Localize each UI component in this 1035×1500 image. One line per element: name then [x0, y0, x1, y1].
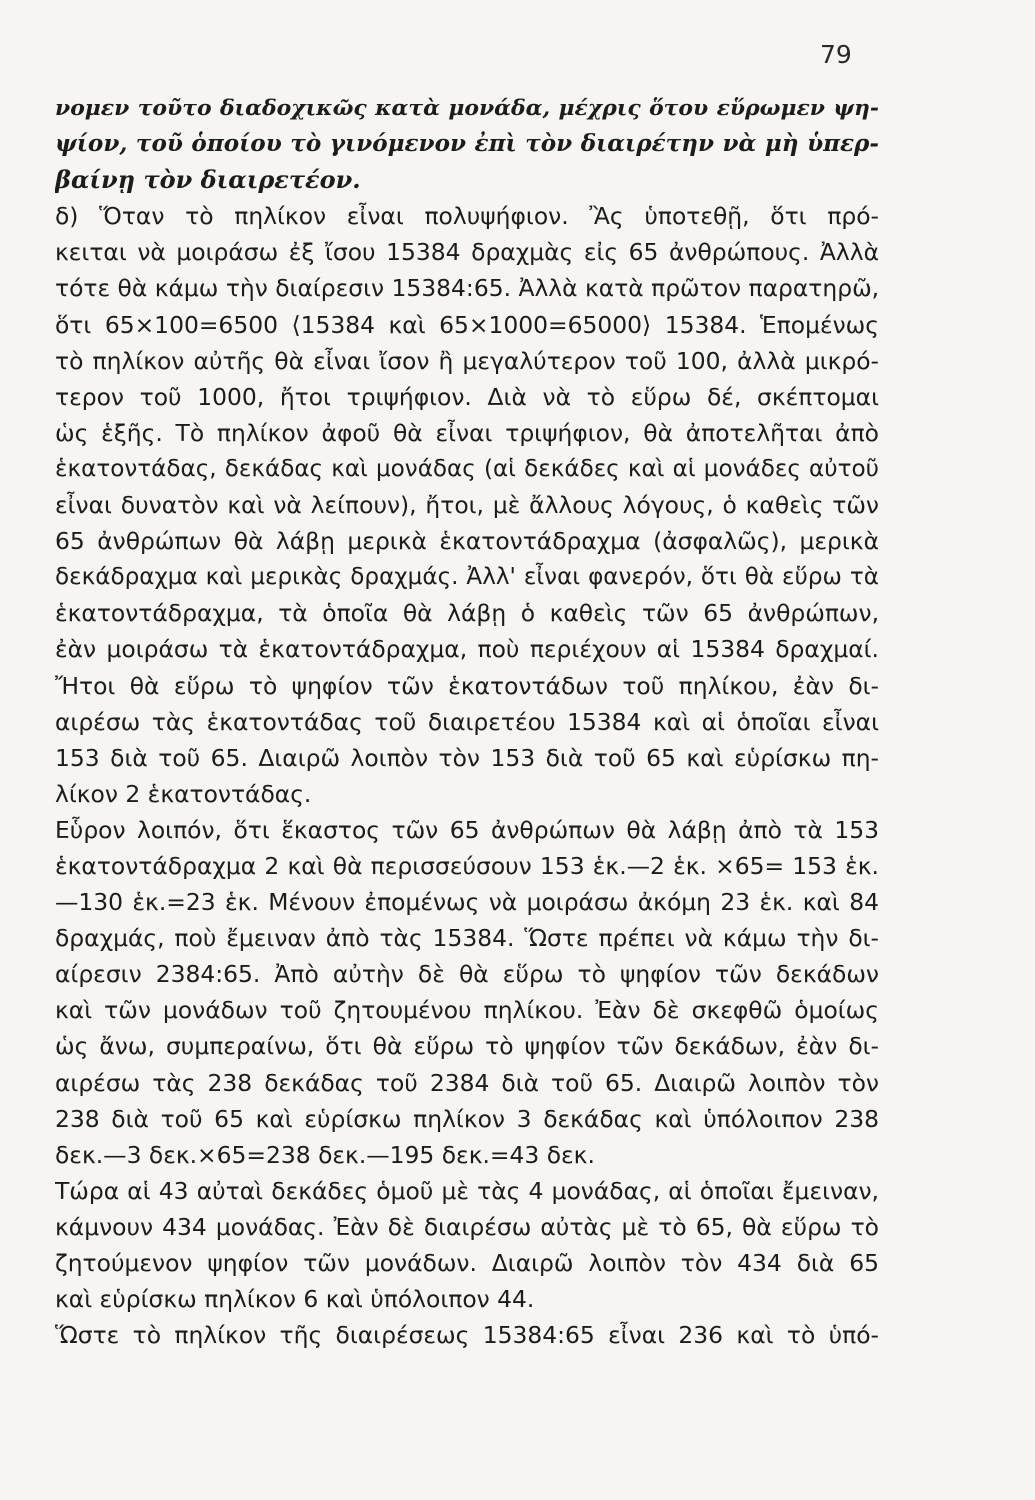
- text-line: ζητούμενον ψηφίον τῶν μονάδων. Διαιρῶ λοιπὸν τὸν 434 διὰ 65: [55, 1249, 879, 1277]
- text-line: Τώρα αἱ 43 αὐταὶ δεκάδες ὁμοῦ μὲ τὰς 4 μονάδας, αἱ ὁποῖαι ἔμειναν,: [55, 1176, 879, 1205]
- text-line: καὶ εὑρίσκω πηλίκον 6 καὶ ὑπόλοιπον 44.: [55, 1285, 535, 1314]
- text-line: αιρέσω τὰς 238 δεκάδας τοῦ 2384 διὰ τοῦ 65. Διαιρῶ λοιπὸν τὸν: [55, 1068, 879, 1097]
- text-line: ἑκατοντάδας, δεκάδας καὶ μονάδας (αἱ δεκάδες καὶ αἱ μονάδες αὐτοῦ: [55, 455, 879, 482]
- text-line: τερον τοῦ 1000, ἤτοι τριψήφιον. Διὰ νὰ τὸ εὕρω δέ, σκέπτομαι: [55, 382, 879, 411]
- text-line: κάμνουν 434 μονάδας. Ἐὰν δὲ διαιρέσω αὐτὰς μὲ τὸ 65, θὰ εὕρω τὸ: [55, 1212, 879, 1241]
- page-number: 79: [820, 40, 852, 69]
- text-line: δεκ.—3 δεκ.×65=238 δεκ.—195 δεκ.=43 δεκ.: [55, 1140, 595, 1169]
- text-line: ψίον, τοῦ ὁποίου τὸ γινόμενον ἐπὶ τὸν διαιρέτην νὰ μὴ ὑπερ-: [55, 130, 879, 158]
- text-line: αίρεσιν 2384:65. Ἀπὸ αὐτὴν δὲ θὰ εὕρω τὸ ψηφίον τῶν δεκάδων: [55, 960, 879, 989]
- text-line: καὶ τῶν μονάδων τοῦ ζητουμένου πηλίκου. Ἐὰν δὲ σκεφθῶ ὁμοίως: [55, 996, 879, 1025]
- text-body: [55, 90, 879, 1353]
- text-line: 238 διὰ τοῦ 65 καὶ εὑρίσκω πηλίκον 3 δεκάδας καὶ ὑπόλοιπον 238: [55, 1104, 879, 1133]
- text-line: 153 διὰ τοῦ 65. Διαιρῶ λοιπὸν τὸν 153 διὰ τοῦ 65 καὶ εὑρίσκω πη-: [55, 743, 879, 772]
- text-line: λίκον 2 ἑκατοντάδας.: [55, 779, 312, 808]
- text-line: ἐὰν μοιράσω τὰ ἑκατοντάδραχμα, ποὺ περιέχουν αἱ 15384 δραχμαί.: [55, 635, 879, 664]
- text-line: τότε θὰ κάμω τὴν διαίρεσιν 15384:65. Ἀλλὰ κατὰ πρῶτον παρατηρῶ,: [55, 274, 879, 303]
- text-line: ἑκατοντάδραχμα 2 καὶ θὰ περισσεύσουν 153 ἑκ.—2 ἑκ. ×65= 153 ἑκ.: [55, 851, 879, 880]
- text-line: Ὥστε τὸ πηλίκον τῆς διαιρέσεως 15384:65 εἶναι 236 καὶ τὸ ὑπό-: [55, 1321, 879, 1350]
- text-line: Εὗρον λοιπόν, ὅτι ἕκαστος τῶν 65 ἀνθρώπων θὰ λάβῃ ἀπὸ τὰ 153: [55, 815, 879, 844]
- text-line: τὸ πηλίκον αὐτῆς θὰ εἶναι ἴσον ἢ μεγαλύτερον τοῦ 100, ἀλλὰ μικρό-: [55, 346, 879, 375]
- text-line: ὡς ἑξῆς. Τὸ πηλίκον ἀφοῦ θὰ εἶναι τριψήφιον, θὰ ἀποτελῆται ἀπὸ: [55, 418, 879, 447]
- text-line: βαίνῃ τὸν διαιρετέον.: [55, 165, 361, 195]
- text-line: 65 ἀνθρώπων θὰ λάβῃ μερικὰ ἑκατοντάδραχμα (ἀσφαλῶς), μερικὰ: [55, 527, 879, 556]
- text-line: αιρέσω τὰς ἑκατοντάδας τοῦ διαιρετέου 15384 καὶ αἱ ὁποῖαι εἶναι: [55, 707, 879, 736]
- text-line: ὅτι 65×100=6500 ⟨15384 καὶ 65×1000=65000⟩ 15384. Ἑπομένως: [55, 310, 879, 339]
- text-line: κειται νὰ μοιράσω ἐξ ἴσου 15384 δραχμὰς εἰς 65 ἀνθρώπους. Ἀλλὰ: [55, 238, 879, 267]
- text-line: —130 ἑκ.=23 ἑκ. Μένουν ἐπομένως νὰ μοιράσω ἀκόμη 23 ἑκ. καὶ 84: [55, 888, 879, 917]
- text-line: ὡς ἄνω, συμπεραίνω, ὅτι θὰ εὕρω τὸ ψηφίον τῶν δεκάδων, ἐὰν δι-: [55, 1032, 879, 1061]
- text-line: ἑκατοντάδραχμα, τὰ ὁποῖα θὰ λάβῃ ὁ καθεὶς τῶν 65 ἀνθρώπων,: [55, 599, 879, 628]
- text-line: νομεν τοῦτο διαδοχικῶς κατὰ μονάδα, μέχρις ὅτου εὕρωμεν ψη-: [55, 95, 879, 121]
- text-line: δραχμάς, ποὺ ἔμειναν ἀπὸ τὰς 15384. Ὥστε πρέπει νὰ κάμω τὴν δι-: [55, 924, 879, 953]
- text-line: Ἤτοι θὰ εὕρω τὸ ψηφίον τῶν ἑκατοντάδων τοῦ πηλίκου, ἐὰν δι-: [55, 671, 879, 700]
- text-line: εἶναι δυνατὸν καὶ νὰ λείπουν), ἤτοι, μὲ ἄλλους λόγους, ὁ καθεὶς τῶν: [55, 491, 879, 520]
- text-line: δ) Ὅταν τὸ πηλίκον εἶναι πολυψήφιον. Ἂς ὑποτεθῇ, ὅτι πρό-: [55, 202, 879, 231]
- text-line: δεκάδραχμα καὶ μερικὰς δραχμάς. Ἀλλ' εἶναι φανερόν, ὅτι θὰ εὕρω τὰ: [55, 564, 879, 591]
